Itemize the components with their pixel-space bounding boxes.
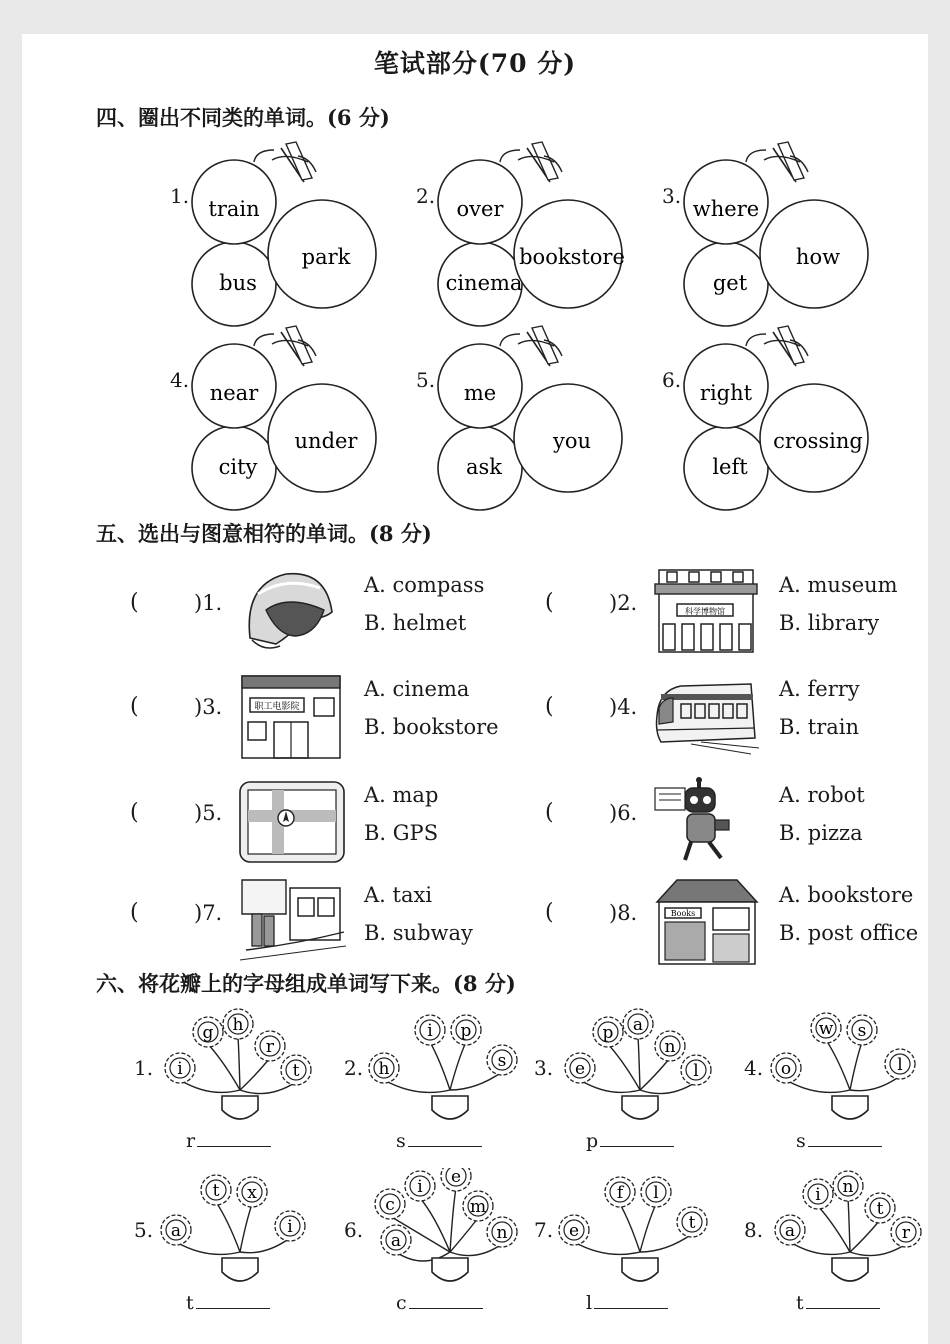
svg-text:e: e [574,1059,586,1079]
flower-petal-letter [487,1045,517,1075]
svg-text:c: c [385,1195,395,1215]
svg-text:i: i [427,1021,433,1041]
flower-petal-letter [891,1217,921,1247]
answer-start-letter: p [586,1130,599,1152]
answer-start-letter: s [796,1130,806,1152]
svg-text:a: a [784,1221,796,1241]
cherry-cluster [678,324,878,514]
flower-petal-letter [201,1175,231,1205]
option-a: A. ferry [779,677,860,701]
flower-pot [762,1168,932,1288]
svg-text:i: i [815,1185,821,1205]
svg-text:a: a [170,1221,182,1241]
option-a: A. bookstore [779,883,914,907]
flower-petal-letter [811,1013,841,1043]
flower-petal-letter [593,1017,623,1047]
question-number: )7. [194,901,223,925]
answer-start-letter: s [396,1130,406,1152]
answer-line[interactable] [186,1130,276,1152]
cherry-word: get [712,271,748,295]
flower-petal-letter [275,1211,305,1241]
flower-petal-letter [803,1179,833,1209]
cherry-item-number: 1. [170,184,190,208]
option-a: A. compass [364,573,485,597]
flower-petal-letter [237,1177,267,1207]
subway-picture [236,874,348,968]
cherry-word: where [692,197,760,221]
answer-start-letter: r [186,1130,196,1152]
bookstore-sign: Books [670,909,696,918]
option-b: B. subway [364,921,473,945]
svg-text:i: i [177,1059,183,1079]
svg-text:r: r [265,1037,275,1057]
option-b: B. GPS [364,821,439,845]
flower-petal-letter [771,1053,801,1083]
cherry-item-number: 2. [416,184,436,208]
cherry-word: city [218,455,258,479]
flower-item-number: 4. [744,1056,764,1080]
svg-text:p: p [602,1023,614,1043]
museum-picture [651,564,763,658]
option-a: A. robot [779,783,865,807]
answer-blank[interactable]: ( [545,800,554,825]
svg-text:t: t [876,1199,884,1219]
flower-petal-letter [681,1055,711,1085]
flower-pot [362,1006,532,1126]
question-number: )1. [194,591,223,615]
page-title: 笔试部分(70 分) [373,49,577,78]
cinema-picture [236,668,348,762]
flower-petal-letter [487,1217,517,1247]
flower-pot [762,1006,932,1126]
svg-text:m: m [469,1197,487,1217]
question-number: )5. [194,801,223,825]
flower-pot [362,1168,532,1288]
flower-petal-letter [655,1031,685,1061]
option-b: B. pizza [779,821,863,845]
flower-petal-letter [463,1191,493,1221]
flower-petal-letter [847,1015,877,1045]
cherry-item-number: 6. [662,368,682,392]
svg-text:l: l [653,1183,659,1203]
option-b: B. library [779,611,880,635]
flower-petal-letter [677,1207,707,1237]
flower-item-number: 7. [534,1218,554,1242]
flower-petal-letter [381,1225,411,1255]
answer-blank[interactable]: ( [130,590,139,615]
svg-text:n: n [496,1223,508,1243]
svg-text:e: e [450,1168,462,1187]
cherry-word: cinema [445,271,523,295]
svg-text:h: h [232,1015,244,1035]
svg-text:o: o [780,1059,792,1079]
svg-text:r: r [901,1223,911,1243]
flower-pot [552,1006,722,1126]
cherry-word: right [699,381,753,405]
flower-item-number: 3. [534,1056,554,1080]
svg-text:g: g [202,1023,214,1043]
flower-petal-letter [281,1055,311,1085]
cherry-cluster [186,140,386,330]
section-5-heading: 五、选出与图意相符的单词。(8 分) [96,521,432,546]
cherry-cluster [432,324,632,514]
flower-petal-letter [605,1177,635,1207]
svg-text:p: p [460,1021,472,1041]
museum-sign: 科学博物馆 [685,607,725,616]
svg-text:h: h [378,1059,390,1079]
answer-line[interactable] [586,1292,676,1314]
svg-text:n: n [842,1177,854,1197]
svg-text:l: l [693,1061,699,1081]
flower-petal-letter [885,1049,915,1079]
flower-petal-letter [641,1177,671,1207]
question-number: )8. [609,901,638,925]
helmet-picture [236,564,348,658]
flower-petal-letter [775,1215,805,1245]
flower-petal-letter [161,1215,191,1245]
answer-blank[interactable]: ( [545,900,554,925]
flower-petal-letter [165,1053,195,1083]
option-a: A. map [364,783,439,807]
flower-petal-letter [405,1171,435,1201]
svg-text:t: t [688,1213,696,1233]
svg-text:x: x [247,1183,257,1203]
cherry-cluster [678,140,878,330]
cherry-word: you [552,429,592,453]
cherry-word: near [209,381,259,405]
flower-petal-letter [565,1053,595,1083]
flower-petal-letter [375,1189,405,1219]
flower-pot [152,1006,322,1126]
flower-item-number: 6. [344,1218,364,1242]
question-number: )3. [194,695,223,719]
option-a: A. cinema [364,677,470,701]
cherry-cluster [432,140,632,330]
answer-line[interactable] [396,1292,486,1314]
cherry-item-number: 3. [662,184,682,208]
svg-text:t: t [292,1061,300,1081]
flower-petal-letter [441,1168,471,1191]
train-picture [651,668,763,762]
svg-text:l: l [897,1055,903,1075]
svg-text:e: e [568,1221,580,1241]
cinema-sign: 职工电影院 [254,702,300,712]
svg-text:n: n [664,1037,676,1057]
cherry-item-number: 5. [416,368,436,392]
cherry-word: park [301,245,351,269]
answer-start-letter: t [796,1292,804,1314]
answer-line[interactable] [396,1130,486,1152]
svg-text:a: a [632,1015,644,1035]
cherry-word: me [463,381,497,405]
answer-line[interactable] [796,1130,886,1152]
flower-petal-letter [865,1193,895,1223]
svg-text:a: a [390,1231,402,1251]
flower-petal-letter [833,1171,863,1201]
svg-text:f: f [616,1183,624,1203]
answer-blank[interactable]: ( [130,694,139,719]
flower-petal-letter [451,1015,481,1045]
section-4-heading: 四、圈出不同类的单词。(6 分) [96,105,390,130]
answer-blank[interactable]: ( [130,900,139,925]
answer-line[interactable] [186,1292,276,1314]
flower-petal-letter [369,1053,399,1083]
flower-item-number: 2. [344,1056,364,1080]
flower-petal-letter [559,1215,589,1245]
option-a: A. museum [779,573,898,597]
answer-line[interactable] [796,1292,886,1314]
bookstore-picture [651,874,763,968]
robot-picture [651,774,763,868]
cherry-word: over [456,197,504,221]
option-b: B. bookstore [364,715,499,739]
flower-item-number: 5. [134,1218,154,1242]
flower-petal-letter [623,1009,653,1039]
flower-item-number: 8. [744,1218,764,1242]
cherry-word: bus [219,271,257,295]
flower-petal-letter [193,1017,223,1047]
flower-item-number: 1. [134,1056,154,1080]
cherry-word: ask [465,455,503,479]
question-number: )2. [609,591,638,615]
flower-pot [552,1168,722,1288]
option-b: B. post office [779,921,919,945]
svg-text:i: i [417,1177,423,1197]
svg-text:s: s [497,1051,507,1071]
answer-blank[interactable]: ( [545,590,554,615]
answer-blank[interactable]: ( [545,694,554,719]
answer-start-letter: c [396,1292,407,1314]
cherry-item-number: 4. [170,368,190,392]
svg-text:w: w [818,1019,834,1039]
flower-petal-letter [223,1009,253,1039]
cherry-word: how [795,245,841,269]
answer-start-letter: l [586,1292,593,1314]
question-number: )6. [609,801,638,825]
answer-line[interactable] [586,1130,676,1152]
cherry-word: train [208,197,260,221]
answer-blank[interactable]: ( [130,800,139,825]
svg-text:s: s [857,1021,867,1041]
svg-text:t: t [212,1181,220,1201]
section-6-heading: 六、将花瓣上的字母组成单词写下来。(8 分) [96,971,516,996]
cherry-word: left [712,455,748,479]
cherry-word: under [294,429,358,453]
option-b: B. helmet [364,611,467,635]
svg-text:i: i [287,1217,293,1237]
flower-pot [152,1168,322,1288]
option-b: B. train [779,715,860,739]
cherry-word: crossing [773,429,863,453]
question-number: )4. [609,695,638,719]
cherry-cluster [186,324,386,514]
cherry-word: bookstore [519,245,625,269]
flower-petal-letter [415,1015,445,1045]
option-a: A. taxi [364,883,433,907]
answer-start-letter: t [186,1292,194,1314]
gps-picture [236,774,348,868]
flower-petal-letter [255,1031,285,1061]
